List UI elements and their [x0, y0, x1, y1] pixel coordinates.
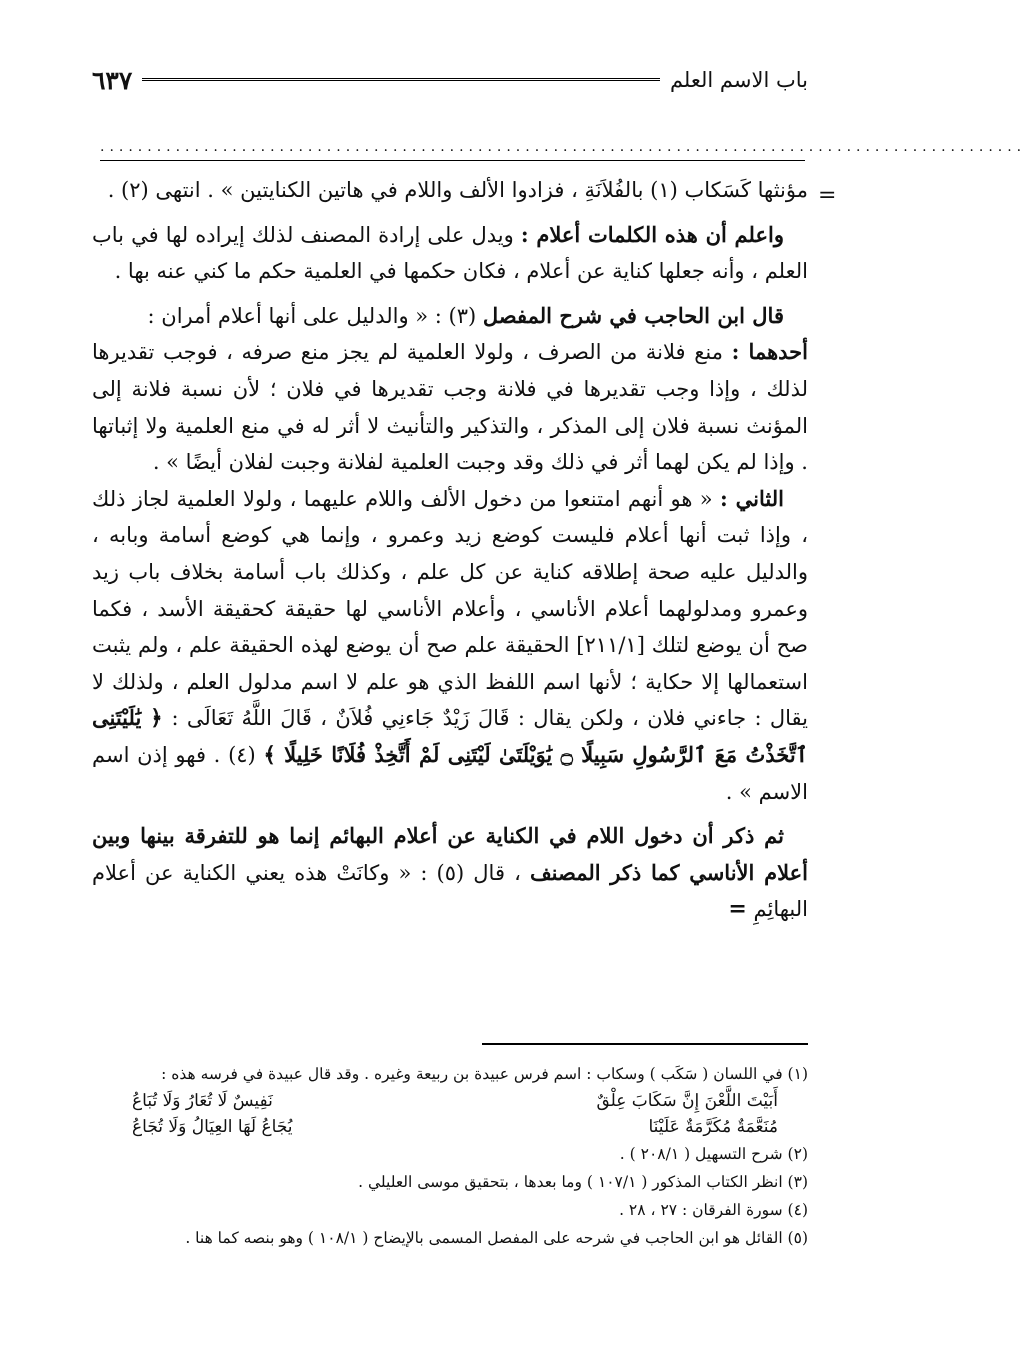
footnote-5: (٥) القائل هو ابن الحاجب في شرحه على المفصل المسمى بالإيضاح ( ١٠٨/١ ) وهو بنصه كما هنا . [185, 1229, 808, 1247]
paragraph-text: منع فلانة من الصرف ، ولولا العلمية لم يجز منع صرفه ، فوجب تقديرها لذلك ، وإذا وجب تقديرها في فلانة وجب تقديرها في فلان ؛ لأن نسبة فلانة إلى المؤنث نسبة فلان إلى المذكر ، والتذكير والتأنيث لا أثر له في منع العلمية ولا إثباتها . وإذا لم يكن لهما أثر في ذلك وقد وجبت العلمية لفلانة وجبت لفلان أيضًا » . [92, 340, 808, 475]
header-rule [142, 78, 660, 83]
continuation-end-mark: = [728, 896, 747, 923]
poem-hemistich: مُنَعَّمَةٌ مُكَرَّمَةٌ عَلَيْنَا [648, 1117, 778, 1137]
paragraph-continuation [92, 172, 808, 209]
paragraph-ibn-hajib [92, 298, 808, 335]
footnote-3: (٣) انظر الكتاب المذكور ( ١٠٧/١ ) وما بعدها ، بتحقيق موسى العليلي . [358, 1173, 808, 1191]
paragraph-tail: (٤) . فهو إذن اسم الاسم » . [92, 742, 808, 804]
poem-hemistich: يُجَاعُ لَهَا العِيَالُ وَلَا تُجَاعُ [132, 1117, 293, 1137]
poem-hemistich: نَفِيسٌ لَا تُعَارُ وَلَا تُبَاعُ [132, 1091, 273, 1111]
paragraph-text: (٣) : « والدليل على أنها أعلام أمران : [147, 303, 483, 328]
paragraph-text: مؤنثها كَسَكاب (١) بالفُلاَنَةِ ، فزادوا الألف واللام في هاتين الكنايتين » . انتهى (٢) . [107, 178, 808, 202]
paragraph-first-reason [92, 334, 808, 480]
running-title: باب الاسم العلم [669, 68, 808, 92]
footnotes [92, 1060, 808, 1252]
footnote-4: (٤) سورة الفرقان : ٢٧ ، ٢٨ . [619, 1201, 808, 1219]
continuation-mark: = [818, 183, 837, 208]
page-number: ٦٣٧ [92, 65, 133, 95]
paragraph-lead: الثاني : [719, 485, 784, 511]
paragraph-lead: ثم ذكر أن دخول اللام في الكناية عن أعلام البهائم إنما هو للتفرقة بينها وبين أعلام الأناسي كما ذكر المصنف [92, 823, 808, 885]
dotted-separator: .................................................................................................. [100, 140, 805, 161]
paragraph-text: « هو أنهم امتنعوا من دخول الألف واللام عليهما ، ولولا العلمية لجاز ذلك ، وإذا ثبت أنها أعلام فليست كوضع زيد وعمرو ، وإنما هي كوضع أسامة وبابه ، والدليل عليه صحة إطلاقه كناية عن كل علم ، وكذلك باب أسامة بخلاف باب زيد وعمرو ومدلولهما أعلام الأناسي ، وأعلام الأناسي لها حقيقة كحقيقة الأسد ، فكما صح أن يوضع لتلك [٢١١/١] الحقيقة علم صح أن يوضع لهذه الحقيقة علم ، ولم يثبت استعمالها إلا حكاية ؛ لأنها اسم اللفظ الذي هو علم لا اسم مدلول العلم ، ولذلك لا يقال : جاءني فلان ، ولكن يقال : قَالَ زَيْدٌ جَاءنِي فُلاَنٌ ، قَالَ اللَّهُ تَعَالَى : [92, 486, 809, 731]
paragraph-lead: أحدهما : [731, 339, 809, 365]
main-text [92, 172, 808, 928]
paragraph-tail: ، قال (٥) : « وكانَتْ هذه يعني الكناية عن أعلام البهائِمِ [92, 860, 808, 922]
footnote-1: (١) في اللسان ( سَكَب ) وسكاب : اسم فرس عبيدة بن ربيعة وغيره . وقد قال عبيدة في فرسه هذه : [161, 1065, 808, 1083]
paragraph-second-reason [92, 481, 808, 810]
paragraph-text: ويدل على إرادة المصنف لذلك إيراده لها في باب العلم ، وأنه جعلها كناية عن أعلام ، فكان حكمها في العلمية حكم ما كني عنه بها . [92, 222, 808, 284]
paragraph-proper-nouns [92, 217, 808, 290]
paragraph-lead: قال ابن الحاجب في شرح المفصل [482, 302, 784, 328]
footnote-rule [482, 1043, 808, 1045]
poem-line-1 [92, 1088, 808, 1114]
paragraph-animals [92, 818, 808, 928]
paragraph-lead: واعلم أن هذه الكلمات أعلام : [520, 221, 784, 247]
poem-hemistich: أَبَيْتَ اللَّعْنَ إِنَّ سَكَابَ عِلْقٌ [596, 1091, 778, 1111]
quran-verse: ﴿ يَٰلَيْتَنِى ٱتَّخَذْتُ مَعَ ٱلرَّسُولِ سَبِيلًا ۝ يَٰوَيْلَتَىٰ لَيْتَنِى لَمْ أَتَّخِذْ فُلَانًا خَلِيلًا ﴾ [92, 705, 808, 767]
footnote-2: (٢) شرح التسهيل ( ٢٠٨/١ ) . [619, 1145, 808, 1163]
page-header [92, 60, 808, 100]
poem-line-2 [92, 1114, 808, 1140]
